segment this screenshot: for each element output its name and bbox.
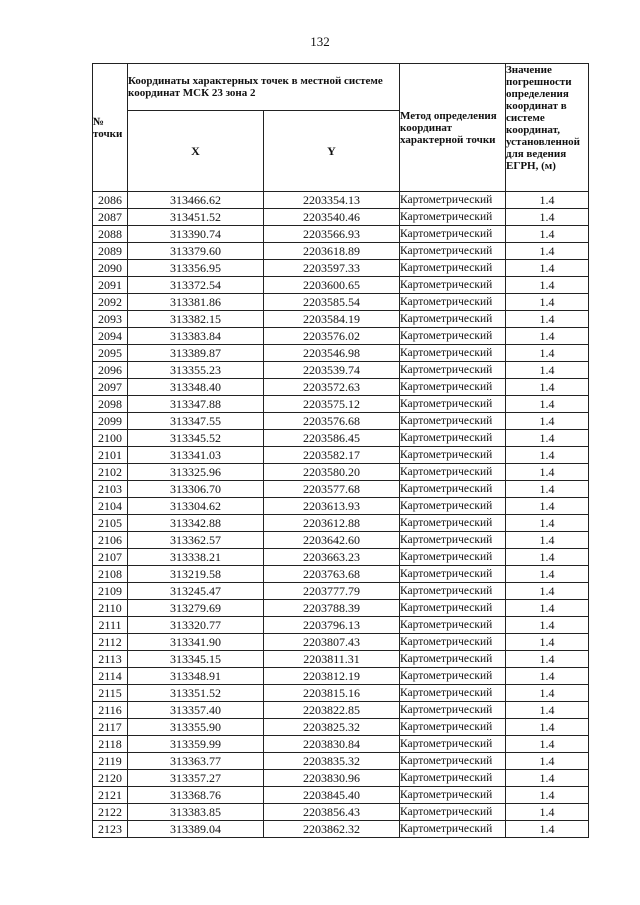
cell-method: Картометрический: [400, 583, 506, 600]
cell-x: 313355.23: [128, 362, 264, 379]
cell-point-number: 2116: [93, 702, 128, 719]
table-row: [93, 804, 589, 821]
cell-method: Картометрический: [400, 600, 506, 617]
cell-x: 313279.69: [128, 600, 264, 617]
cell-y: 2203862.32: [264, 821, 400, 838]
cell-method: Картометрический: [400, 787, 506, 804]
header-coordinates-group: Координаты характерных точек в местной системе координат МСК 23 зона 2: [128, 64, 400, 111]
cell-method: Картометрический: [400, 481, 506, 498]
cell-x: 313389.87: [128, 345, 264, 362]
cell-error: 1.4: [506, 413, 589, 430]
page-number: 132: [310, 34, 330, 49]
table-row: [93, 243, 589, 260]
cell-error: 1.4: [506, 311, 589, 328]
cell-point-number: 2099: [93, 413, 128, 430]
table-row: [93, 753, 589, 770]
cell-error: 1.4: [506, 617, 589, 634]
cell-error: 1.4: [506, 362, 589, 379]
cell-y: 2203613.93: [264, 498, 400, 515]
cell-method: Картометрический: [400, 498, 506, 515]
cell-point-number: 2122: [93, 804, 128, 821]
cell-point-number: 2119: [93, 753, 128, 770]
table-row: [93, 532, 589, 549]
cell-point-number: 2095: [93, 345, 128, 362]
table-row: [93, 719, 589, 736]
cell-error: 1.4: [506, 668, 589, 685]
table-row: [93, 311, 589, 328]
cell-method: Картометрический: [400, 413, 506, 430]
cell-error: 1.4: [506, 328, 589, 345]
cell-error: 1.4: [506, 498, 589, 515]
cell-point-number: 2092: [93, 294, 128, 311]
cell-method: Картометрический: [400, 277, 506, 294]
cell-x: 313359.99: [128, 736, 264, 753]
cell-point-number: 2105: [93, 515, 128, 532]
cell-point-number: 2109: [93, 583, 128, 600]
cell-x: 313381.86: [128, 294, 264, 311]
cell-error: 1.4: [506, 243, 589, 260]
cell-point-number: 2117: [93, 719, 128, 736]
cell-y: 2203830.96: [264, 770, 400, 787]
cell-point-number: 2115: [93, 685, 128, 702]
cell-y: 2203540.46: [264, 209, 400, 226]
cell-method: Картометрический: [400, 396, 506, 413]
cell-error: 1.4: [506, 464, 589, 481]
cell-method: Картометрический: [400, 702, 506, 719]
cell-y: 2203612.88: [264, 515, 400, 532]
header-x: X: [128, 111, 264, 192]
cell-point-number: 2091: [93, 277, 128, 294]
cell-point-number: 2101: [93, 447, 128, 464]
cell-x: 313389.04: [128, 821, 264, 838]
cell-error: 1.4: [506, 277, 589, 294]
cell-method: Картометрический: [400, 209, 506, 226]
cell-y: 2203580.20: [264, 464, 400, 481]
cell-error: 1.4: [506, 345, 589, 362]
table-row: [93, 787, 589, 804]
cell-error: 1.4: [506, 821, 589, 838]
cell-method: Картометрический: [400, 651, 506, 668]
table-row: [93, 464, 589, 481]
cell-y: 2203796.13: [264, 617, 400, 634]
cell-method: Картометрический: [400, 192, 506, 209]
cell-x: 313355.90: [128, 719, 264, 736]
cell-method: Картометрический: [400, 345, 506, 362]
cell-y: 2203576.68: [264, 413, 400, 430]
table-row: [93, 634, 589, 651]
cell-method: Картометрический: [400, 447, 506, 464]
table-row: [93, 481, 589, 498]
coordinates-table: [92, 63, 589, 838]
table-row: [93, 345, 589, 362]
cell-error: 1.4: [506, 702, 589, 719]
cell-x: 313356.95: [128, 260, 264, 277]
cell-error: 1.4: [506, 566, 589, 583]
cell-error: 1.4: [506, 685, 589, 702]
cell-y: 2203576.02: [264, 328, 400, 345]
table-row: [93, 209, 589, 226]
cell-method: Картометрический: [400, 719, 506, 736]
cell-x: 313379.60: [128, 243, 264, 260]
cell-point-number: 2106: [93, 532, 128, 549]
table-row: [93, 260, 589, 277]
cell-error: 1.4: [506, 515, 589, 532]
cell-y: 2203582.17: [264, 447, 400, 464]
cell-y: 2203585.54: [264, 294, 400, 311]
table-row: [93, 362, 589, 379]
cell-x: 313347.55: [128, 413, 264, 430]
cell-x: 313357.27: [128, 770, 264, 787]
cell-x: 313341.03: [128, 447, 264, 464]
table-row: [93, 430, 589, 447]
cell-y: 2203807.43: [264, 634, 400, 651]
cell-y: 2203763.68: [264, 566, 400, 583]
cell-point-number: 2103: [93, 481, 128, 498]
header-method: Метод определения координат характерной точки: [400, 64, 506, 192]
table-row: [93, 328, 589, 345]
cell-error: 1.4: [506, 719, 589, 736]
cell-error: 1.4: [506, 532, 589, 549]
cell-method: Картометрический: [400, 617, 506, 634]
cell-error: 1.4: [506, 430, 589, 447]
cell-point-number: 2090: [93, 260, 128, 277]
table-row: [93, 396, 589, 413]
cell-point-number: 2104: [93, 498, 128, 515]
cell-error: 1.4: [506, 600, 589, 617]
cell-y: 2203856.43: [264, 804, 400, 821]
cell-y: 2203812.19: [264, 668, 400, 685]
cell-error: 1.4: [506, 260, 589, 277]
cell-x: 313451.52: [128, 209, 264, 226]
cell-y: 2203566.93: [264, 226, 400, 243]
cell-y: 2203663.23: [264, 549, 400, 566]
cell-error: 1.4: [506, 447, 589, 464]
header-error: Значение погрешности определения координат в системе координат, установленной для ведения ЕГРН, (м): [506, 64, 589, 192]
cell-point-number: 2110: [93, 600, 128, 617]
cell-error: 1.4: [506, 396, 589, 413]
cell-point-number: 2114: [93, 668, 128, 685]
cell-error: 1.4: [506, 226, 589, 243]
cell-x: 313306.70: [128, 481, 264, 498]
cell-method: Картометрический: [400, 464, 506, 481]
cell-method: Картометрический: [400, 634, 506, 651]
cell-method: Картометрический: [400, 770, 506, 787]
table-row: [93, 515, 589, 532]
cell-method: Картометрический: [400, 243, 506, 260]
cell-point-number: 2087: [93, 209, 128, 226]
cell-error: 1.4: [506, 634, 589, 651]
cell-y: 2203642.60: [264, 532, 400, 549]
cell-x: 313383.84: [128, 328, 264, 345]
cell-point-number: 2113: [93, 651, 128, 668]
cell-error: 1.4: [506, 294, 589, 311]
cell-method: Картометрический: [400, 430, 506, 447]
table-row: [93, 447, 589, 464]
cell-y: 2203618.89: [264, 243, 400, 260]
cell-x: 313348.91: [128, 668, 264, 685]
cell-y: 2203572.63: [264, 379, 400, 396]
cell-y: 2203822.85: [264, 702, 400, 719]
cell-point-number: 2096: [93, 362, 128, 379]
table-row: [93, 413, 589, 430]
cell-error: 1.4: [506, 736, 589, 753]
cell-point-number: 2098: [93, 396, 128, 413]
cell-y: 2203597.33: [264, 260, 400, 277]
cell-x: 313368.76: [128, 787, 264, 804]
cell-y: 2203539.74: [264, 362, 400, 379]
cell-x: 313345.52: [128, 430, 264, 447]
cell-method: Картометрический: [400, 294, 506, 311]
cell-y: 2203815.16: [264, 685, 400, 702]
cell-x: 313351.52: [128, 685, 264, 702]
table-row: [93, 498, 589, 515]
cell-point-number: 2097: [93, 379, 128, 396]
cell-method: Картометрический: [400, 515, 506, 532]
cell-x: 313390.74: [128, 226, 264, 243]
cell-method: Картометрический: [400, 379, 506, 396]
cell-method: Картометрический: [400, 260, 506, 277]
table-row: [93, 600, 589, 617]
cell-x: 313348.40: [128, 379, 264, 396]
cell-error: 1.4: [506, 209, 589, 226]
cell-x: 313342.88: [128, 515, 264, 532]
cell-point-number: 2118: [93, 736, 128, 753]
cell-y: 2203835.32: [264, 753, 400, 770]
cell-y: 2203354.13: [264, 192, 400, 209]
cell-error: 1.4: [506, 770, 589, 787]
cell-y: 2203584.19: [264, 311, 400, 328]
cell-error: 1.4: [506, 481, 589, 498]
cell-point-number: 2093: [93, 311, 128, 328]
cell-x: 313338.21: [128, 549, 264, 566]
cell-point-number: 2100: [93, 430, 128, 447]
cell-error: 1.4: [506, 787, 589, 804]
cell-error: 1.4: [506, 804, 589, 821]
cell-point-number: 2088: [93, 226, 128, 243]
cell-method: Картометрический: [400, 821, 506, 838]
cell-error: 1.4: [506, 583, 589, 600]
cell-point-number: 2120: [93, 770, 128, 787]
cell-error: 1.4: [506, 753, 589, 770]
cell-y: 2203586.45: [264, 430, 400, 447]
cell-point-number: 2102: [93, 464, 128, 481]
cell-method: Картометрический: [400, 685, 506, 702]
cell-y: 2203600.65: [264, 277, 400, 294]
cell-point-number: 2108: [93, 566, 128, 583]
cell-x: 313383.85: [128, 804, 264, 821]
cell-y: 2203546.98: [264, 345, 400, 362]
table-row: [93, 736, 589, 753]
cell-y: 2203825.32: [264, 719, 400, 736]
cell-method: Картометрический: [400, 362, 506, 379]
cell-error: 1.4: [506, 379, 589, 396]
cell-error: 1.4: [506, 192, 589, 209]
table-row: [93, 702, 589, 719]
cell-y: 2203575.12: [264, 396, 400, 413]
cell-x: 313345.15: [128, 651, 264, 668]
table-header: [93, 64, 589, 192]
cell-x: 313363.77: [128, 753, 264, 770]
cell-x: 313347.88: [128, 396, 264, 413]
cell-x: 313304.62: [128, 498, 264, 515]
cell-point-number: 2111: [93, 617, 128, 634]
table-row: [93, 379, 589, 396]
table-row: [93, 549, 589, 566]
header-y: Y: [264, 111, 400, 192]
table-body: [93, 192, 589, 838]
table-row: [93, 192, 589, 209]
cell-point-number: 2112: [93, 634, 128, 651]
table-row: [93, 821, 589, 838]
cell-method: Картометрический: [400, 328, 506, 345]
cell-method: Картометрический: [400, 566, 506, 583]
cell-y: 2203788.39: [264, 600, 400, 617]
cell-point-number: 2089: [93, 243, 128, 260]
table-row: [93, 583, 589, 600]
table-row: [93, 770, 589, 787]
table-row: [93, 226, 589, 243]
cell-x: 313325.96: [128, 464, 264, 481]
cell-x: 313466.62: [128, 192, 264, 209]
cell-y: 2203777.79: [264, 583, 400, 600]
cell-y: 2203830.84: [264, 736, 400, 753]
cell-point-number: 2107: [93, 549, 128, 566]
cell-method: Картометрический: [400, 668, 506, 685]
cell-point-number: 2094: [93, 328, 128, 345]
cell-error: 1.4: [506, 549, 589, 566]
cell-method: Картометрический: [400, 549, 506, 566]
cell-x: 313372.54: [128, 277, 264, 294]
cell-x: 313245.47: [128, 583, 264, 600]
cell-method: Картометрический: [400, 736, 506, 753]
cell-y: 2203811.31: [264, 651, 400, 668]
cell-point-number: 2121: [93, 787, 128, 804]
table-row: [93, 277, 589, 294]
table-row: [93, 685, 589, 702]
cell-x: 313357.40: [128, 702, 264, 719]
table-row: [93, 668, 589, 685]
cell-method: Картометрический: [400, 226, 506, 243]
cell-method: Картометрический: [400, 532, 506, 549]
cell-method: Картометрический: [400, 753, 506, 770]
table-row: [93, 651, 589, 668]
cell-x: 313219.58: [128, 566, 264, 583]
cell-x: 313341.90: [128, 634, 264, 651]
cell-point-number: 2123: [93, 821, 128, 838]
cell-y: 2203577.68: [264, 481, 400, 498]
cell-method: Картометрический: [400, 311, 506, 328]
cell-x: 313362.57: [128, 532, 264, 549]
table-row: [93, 294, 589, 311]
header-point-number: № точки: [93, 64, 128, 192]
cell-x: 313382.15: [128, 311, 264, 328]
table-row: [93, 566, 589, 583]
cell-x: 313320.77: [128, 617, 264, 634]
cell-method: Картометрический: [400, 804, 506, 821]
cell-y: 2203845.40: [264, 787, 400, 804]
cell-error: 1.4: [506, 651, 589, 668]
table-row: [93, 617, 589, 634]
cell-point-number: 2086: [93, 192, 128, 209]
